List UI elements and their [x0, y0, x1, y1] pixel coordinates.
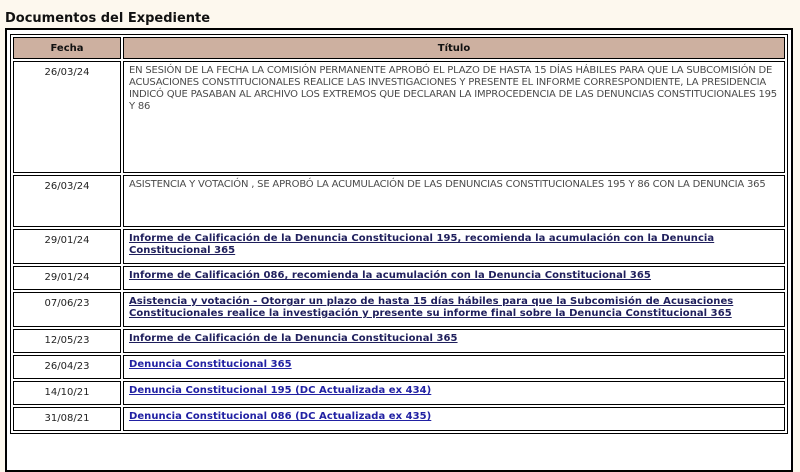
document-link[interactable]: Denuncia Constitucional 086 (DC Actualizada ex 435) — [129, 411, 432, 422]
table-row — [13, 292, 785, 327]
row-title-cell — [123, 381, 785, 405]
row-date: 26/03/24 — [13, 175, 121, 227]
document-link[interactable]: Denuncia Constitucional 195 (DC Actualizada ex 434) — [129, 385, 432, 396]
document-link[interactable]: Informe de Calificación de la Denuncia Constitucional 365 — [129, 333, 458, 344]
row-date: 29/01/24 — [13, 266, 121, 290]
table-header-row — [13, 37, 785, 59]
section-title: Documentos del Expediente — [5, 11, 211, 26]
table-row — [13, 61, 785, 173]
row-date: 14/10/21 — [13, 381, 121, 405]
row-date: 12/05/23 — [13, 329, 121, 353]
row-title-cell — [123, 355, 785, 379]
table-row — [13, 329, 785, 353]
document-link[interactable]: Asistencia y votación - Otorgar un plazo de hasta 15 días hábiles para que la Subcomisión de Acusaciones Constitucionales realice la investigación y presente su informe final sobre la Denuncia Constitucional 365 — [129, 296, 734, 319]
column-header-titulo: Título — [123, 37, 785, 59]
row-date: 26/03/24 — [13, 61, 121, 173]
row-title-cell — [123, 229, 785, 264]
document-link[interactable]: Informe de Calificación de la Denuncia Constitucional 195, recomienda la acumulación con la Denuncia Constitucional 365 — [129, 233, 715, 256]
documents-panel — [5, 28, 793, 472]
row-date: 31/08/21 — [13, 407, 121, 431]
row-date: 29/01/24 — [13, 229, 121, 264]
document-link[interactable]: Informe de Calificación 086, recomienda la acumulación con la Denuncia Constitucional 365 — [129, 270, 651, 281]
row-title-cell — [123, 292, 785, 327]
row-title-text: ASISTENCIA Y VOTACIÓN , SE APROBÓ LA ACUMULACIÓN DE LAS DENUNCIAS CONSTITUCIONALES 195 Y 86 CON LA DENUNCIA 365 — [123, 175, 785, 227]
row-date: 26/04/23 — [13, 355, 121, 379]
row-title-cell — [123, 329, 785, 353]
table-row — [13, 229, 785, 264]
row-title-cell — [123, 266, 785, 290]
row-title-text: EN SESIÓN DE LA FECHA LA COMISIÓN PERMANENTE APROBÓ EL PLAZO DE HASTA 15 DÍAS HÁBILES PARA QUE LA SUBCOMISIÓN DE ACUSACIONES CONSTITUCIONALES REALICE LAS INVESTIGACIONES Y PRESENTE EL INFORME CORRESPONDIENTE, LA PRESIDENCIA INDICÓ QUE PASABAN AL ARCHIVO LOS EXTREMOS QUE DECLARAN LA IMPROCEDENCIA DE LAS DENUNCIAS CONSTITUCIONALES 195 Y 86 — [123, 61, 785, 173]
table-row — [13, 266, 785, 290]
documents-table — [10, 34, 788, 434]
row-title-cell — [123, 407, 785, 431]
table-row — [13, 381, 785, 405]
column-header-fecha: Fecha — [13, 37, 121, 59]
document-link[interactable]: Denuncia Constitucional 365 — [129, 359, 292, 370]
row-date: 07/06/23 — [13, 292, 121, 327]
table-row — [13, 175, 785, 227]
table-row — [13, 407, 785, 431]
table-row — [13, 355, 785, 379]
